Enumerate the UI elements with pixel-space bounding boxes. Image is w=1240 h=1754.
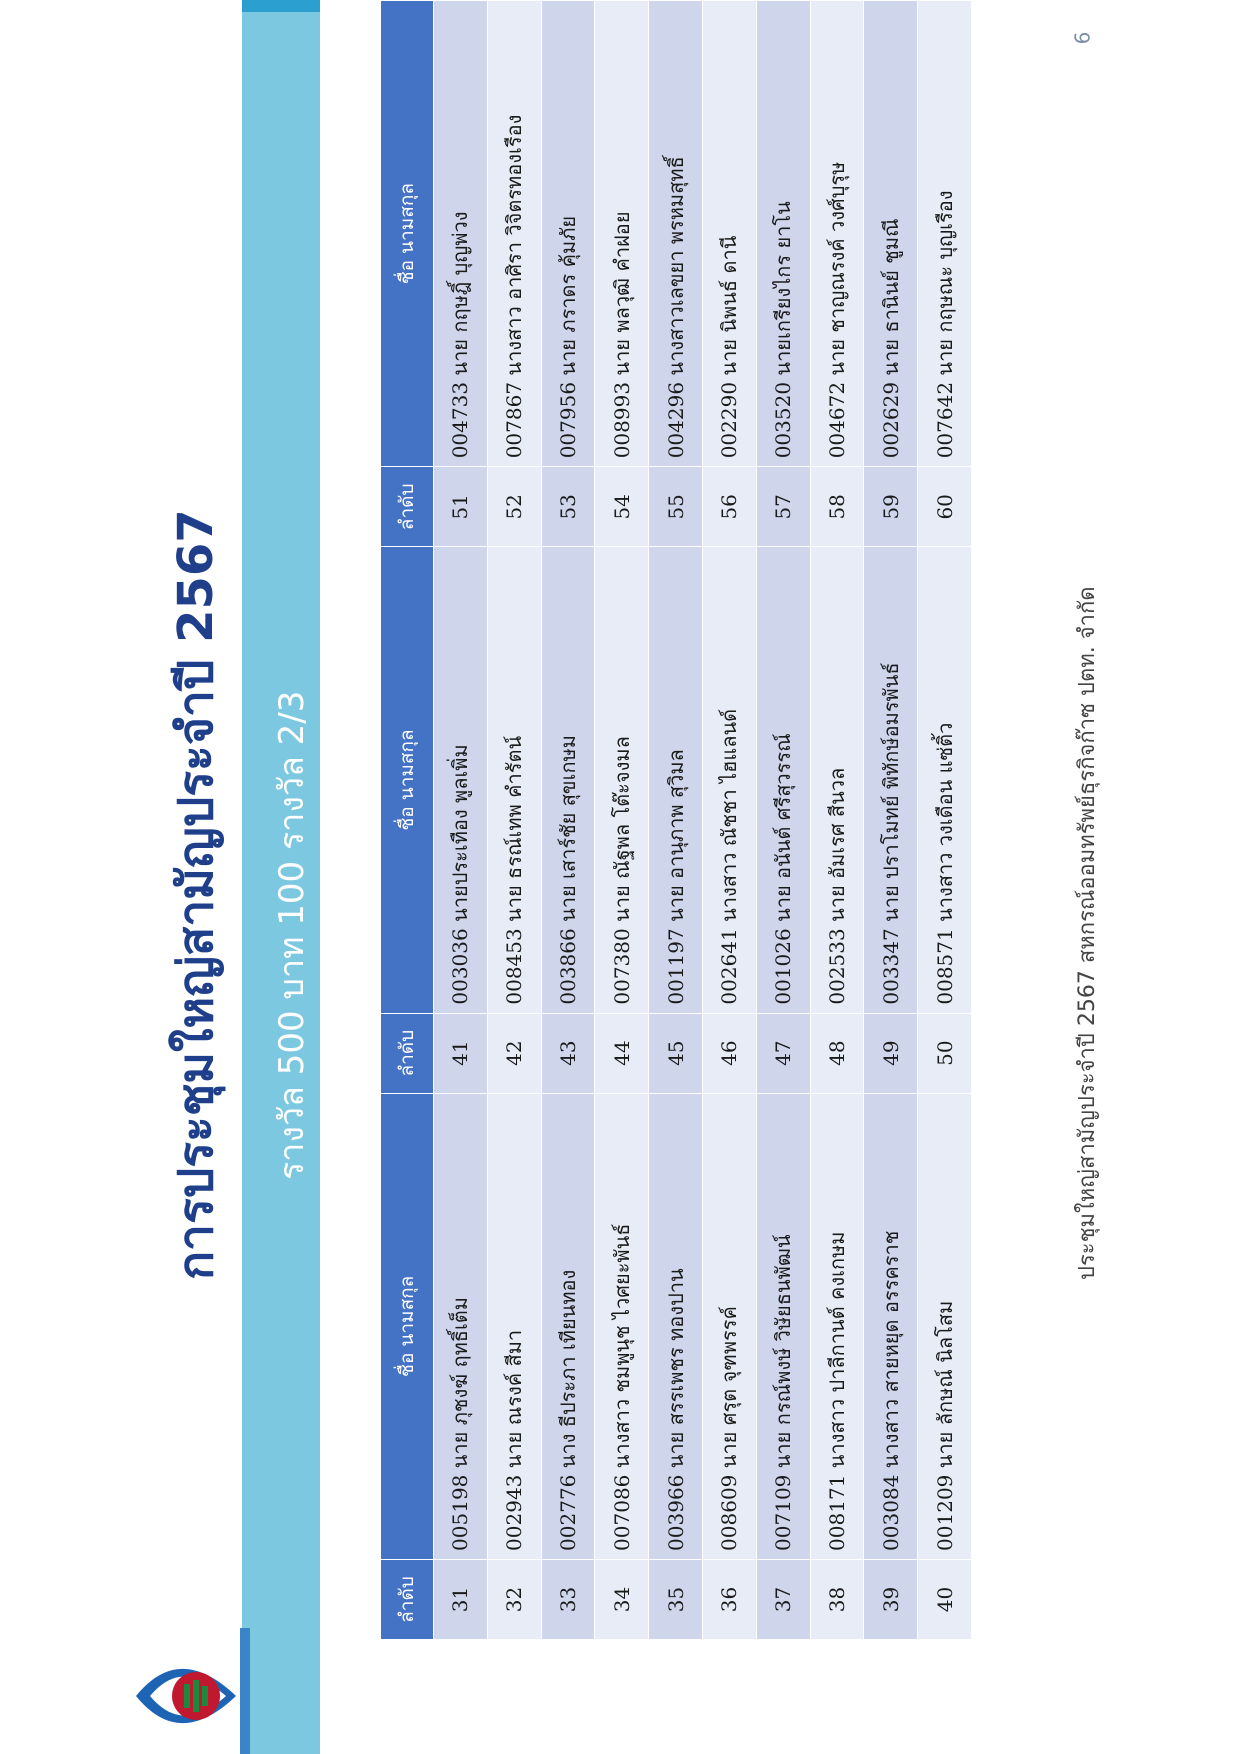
- column-header: ชื่อ นามสกุล: [381, 547, 434, 1013]
- page-number: 6: [1070, 31, 1095, 45]
- column-header: ลำดับ: [381, 1559, 434, 1639]
- member-name-cell: 007109 นาย กรณ์พงษ์ วิษัยธนพัฒน์: [756, 1093, 810, 1559]
- row-number-cell: 53: [541, 467, 595, 547]
- member-name-cell: 001209 นาย ลักษณ์ นิลโสม: [918, 1093, 972, 1559]
- page-title: การประชุมใหญ่สามัญประจำปี 2567: [168, 509, 224, 1280]
- column-header: ชื่อ นามสกุล: [381, 1093, 434, 1559]
- column-header: ลำดับ: [381, 467, 434, 547]
- table-row: [487, 1, 541, 1640]
- row-number-cell: 48: [810, 1013, 864, 1093]
- table-row: [864, 1, 918, 1640]
- row-number-cell: 32: [487, 1559, 541, 1639]
- row-number-cell: 60: [918, 467, 972, 547]
- row-number-cell: 58: [810, 467, 864, 547]
- member-name-cell: 008571 นางสาว วงเดือน แซ่ติ้ว: [918, 547, 972, 1013]
- member-name-cell: 002290 นาย นิพนธ์ ดานี: [702, 1, 756, 467]
- row-number-cell: 59: [864, 467, 918, 547]
- row-number-cell: 57: [756, 467, 810, 547]
- row-number-cell: 31: [434, 1559, 488, 1639]
- table-row: [649, 1, 703, 1640]
- row-number-cell: 36: [702, 1559, 756, 1639]
- row-number-cell: 52: [487, 467, 541, 547]
- member-name-cell: 003866 นาย เสาร์ชัย สุขเกษม: [541, 547, 595, 1013]
- member-name-cell: 002533 นาย อัมเรศ สีนวล: [810, 547, 864, 1013]
- row-number-cell: 51: [434, 467, 488, 547]
- table-row: [595, 1, 649, 1640]
- row-number-cell: 39: [864, 1559, 918, 1639]
- row-number-cell: 54: [595, 467, 649, 547]
- member-name-cell: 005198 นาย ภุชงฆ์ ฤทธิ์เต็ม: [434, 1093, 488, 1559]
- member-name-cell: 007086 นางสาว ชมพูนุช ไวศยะพันธ์: [595, 1093, 649, 1559]
- member-name-cell: 004733 นาย กฤษฎิ์ บุญพ่วง: [434, 1, 488, 467]
- page-footer: ประชุมใหญ่สามัญประจำปี 2567 สหกรณ์ออมทรัพย์ธุรกิจก๊าซ ปตท. จำกัด: [1075, 586, 1100, 1280]
- row-number-cell: 38: [810, 1559, 864, 1639]
- row-number-cell: 47: [756, 1013, 810, 1093]
- member-name-cell: 002943 นาย ณรงค์ สีมา: [487, 1093, 541, 1559]
- column-header: ลำดับ: [381, 1013, 434, 1093]
- member-name-cell: 008171 นางสาว ปาลีกานต์ คงเกษม: [810, 1093, 864, 1559]
- row-number-cell: 50: [918, 1013, 972, 1093]
- row-number-cell: 56: [702, 467, 756, 547]
- table-row: [434, 1, 488, 1640]
- row-number-cell: 33: [541, 1559, 595, 1639]
- row-number-cell: 41: [434, 1013, 488, 1093]
- row-number-cell: 34: [595, 1559, 649, 1639]
- table-row: [541, 1, 595, 1640]
- member-name-cell: 003036 นายประเทือง พูลเพิ่ม: [434, 547, 488, 1013]
- row-number-cell: 43: [541, 1013, 595, 1093]
- member-name-cell: 001026 นาย อนันต์ ศรีสุวรรณ์: [756, 547, 810, 1013]
- title-band-cap: [242, 0, 320, 12]
- member-name-cell: 007380 นาย ณัฐพล โต๊ะจงมล: [595, 547, 649, 1013]
- row-number-cell: 49: [864, 1013, 918, 1093]
- member-name-cell: 004296 นางสาวเลขยา พรหมสุทธิ์: [649, 1, 703, 467]
- member-name-cell: 003966 นาย สรรเพชร ทองปาน: [649, 1093, 703, 1559]
- row-number-cell: 40: [918, 1559, 972, 1639]
- cooperative-logo: [132, 1646, 240, 1746]
- table-row: [810, 1, 864, 1640]
- member-name-cell: 007867 นางสาว อาศิรา วิจิตรทองเรือง: [487, 1, 541, 467]
- member-name-cell: 003347 นาย ปราโมทย์ พิทักษ์อมรพันธ์: [864, 547, 918, 1013]
- table-row: [918, 1, 972, 1640]
- member-name-cell: 003084 นางสาว สายหยุด อรรคราช: [864, 1093, 918, 1559]
- row-number-cell: 45: [649, 1013, 703, 1093]
- prize-table: [380, 0, 972, 1640]
- member-name-cell: 008453 นาย ธรณ์เทพ คำรัตน์: [487, 547, 541, 1013]
- member-name-cell: 007956 นาย ภราดร คุ้มภัย: [541, 1, 595, 467]
- member-name-cell: 002641 นางสาว ณัชชา ไฮแลนด์: [702, 547, 756, 1013]
- title-band-strip: [240, 1628, 250, 1754]
- table-row: [756, 1, 810, 1640]
- row-number-cell: 55: [649, 467, 703, 547]
- table-row: [702, 1, 756, 1640]
- member-name-cell: 002776 นาง ธีประภา เทียนทอง: [541, 1093, 595, 1559]
- table-body: [434, 1, 972, 1640]
- member-name-cell: 004672 นาย ชาญณรงค์ วงศ์บุรุษ: [810, 1, 864, 467]
- row-number-cell: 37: [756, 1559, 810, 1639]
- member-name-cell: 003520 นายเกรียงไกร ยาโน: [756, 1, 810, 467]
- row-number-cell: 42: [487, 1013, 541, 1093]
- row-number-cell: 35: [649, 1559, 703, 1639]
- row-number-cell: 46: [702, 1013, 756, 1093]
- member-name-cell: 008609 นาย ศรุต จุฑพรรค์: [702, 1093, 756, 1559]
- table-header-row: [381, 1, 434, 1640]
- member-name-cell: 007642 นาย กฤษณะ บุญเรือง: [918, 1, 972, 467]
- member-name-cell: 002629 นาย ธานินย์ ชูมณี: [864, 1, 918, 467]
- row-number-cell: 44: [595, 1013, 649, 1093]
- member-name-cell: 001197 นาย อานุภาพ สุวิมล: [649, 547, 703, 1013]
- member-name-cell: 008993 นาย พลวุฒิ คำฝอย: [595, 1, 649, 467]
- page-subtitle: รางวัล 500 บาท 100 รางวัล 2/3: [272, 690, 312, 1180]
- column-header: ชื่อ นามสกุล: [381, 1, 434, 467]
